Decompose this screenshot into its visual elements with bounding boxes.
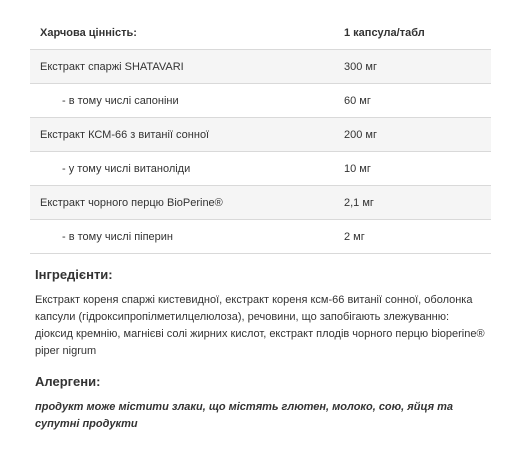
table-row xyxy=(30,152,491,186)
nutrition-header-amount: 1 капсула/табл xyxy=(344,26,425,39)
nutrient-name: - в тому числі піперин xyxy=(62,230,173,243)
table-row xyxy=(30,50,491,84)
allergens-text: продукт може містити злаки, що містять глютен, молоко, сою, яйця та супутні продукти xyxy=(35,401,454,430)
nutrition-header-row xyxy=(30,16,491,50)
table-row xyxy=(30,186,491,220)
nutrient-amount: 300 мг xyxy=(344,60,377,73)
ingredients-title: Інгредієнти: xyxy=(35,267,113,282)
nutrient-amount: 200 мг xyxy=(344,128,377,141)
nutrient-name: - у тому числі витаноліди xyxy=(62,162,191,175)
nutrient-name: Екстракт спаржі SHATAVARI xyxy=(40,60,184,73)
nutrient-amount: 2 мг xyxy=(344,230,365,243)
nutrient-name: - в тому числі сапоніни xyxy=(62,94,179,107)
allergens-title: Алергени: xyxy=(35,374,101,389)
nutrition-table xyxy=(30,16,491,254)
nutrient-name: Екстракт чорного перцю BioPerine® xyxy=(40,196,223,209)
ingredients-text: Екстракт кореня спаржі кистевидної, екстракт кореня ксм-66 витанії сонної, оболонка капсули (гідроксипропілметилцелюлоза), речовини, що запобігають злежуванню: діоксид кремнію, магнієві солі жирних кислот, екстракт плодів чорного перцю bioperine® piper nigrum xyxy=(35,294,485,357)
nutrient-amount: 2,1 мг xyxy=(344,196,374,209)
nutrition-header-name: Харчова цінність: xyxy=(40,26,137,39)
nutrient-amount: 60 мг xyxy=(344,94,371,107)
nutrient-amount: 10 мг xyxy=(344,162,371,175)
table-row xyxy=(30,84,491,118)
nutrient-name: Екстракт КСМ-66 з витанії сонної xyxy=(40,128,210,141)
table-row xyxy=(30,220,491,254)
table-row xyxy=(30,118,491,152)
